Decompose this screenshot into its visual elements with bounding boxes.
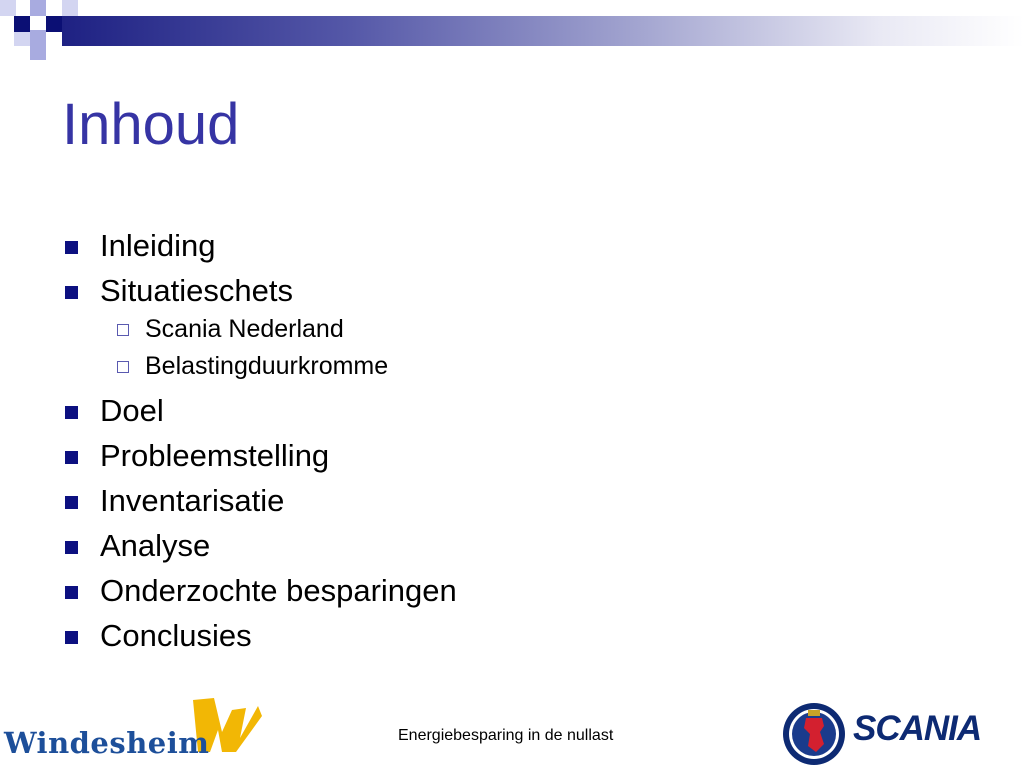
hollow-square-bullet-icon [117, 324, 129, 336]
header-gradient-bar [62, 16, 1024, 46]
list-item-label: Onderzochte besparingen [100, 573, 457, 608]
sub-list-item-label: Scania Nederland [145, 315, 344, 343]
list-item-label: Situatieschets [100, 273, 293, 308]
list-item-label: Conclusies [100, 618, 252, 653]
header-square [14, 32, 30, 46]
filled-square-bullet-icon [65, 406, 78, 419]
header-square [46, 16, 62, 32]
hollow-square-bullet-icon [117, 361, 129, 373]
windesheim-logo [0, 694, 265, 768]
windesheim-wordmark: Windesheim [4, 726, 210, 760]
filled-square-bullet-icon [65, 241, 78, 254]
slide-footer: Energiebesparing in de nullast [398, 727, 614, 744]
list-item-label: Probleemstelling [100, 438, 330, 473]
header-square [30, 30, 46, 46]
filled-square-bullet-icon [65, 496, 78, 509]
filled-square-bullet-icon [65, 541, 78, 554]
list-item-label: Analyse [100, 528, 211, 563]
header-square [30, 0, 46, 16]
scania-wordmark: SCANIA [853, 709, 982, 748]
scania-logo [780, 700, 1024, 768]
list-item-label: Doel [100, 393, 164, 428]
header-square [62, 0, 78, 16]
filled-square-bullet-icon [65, 286, 78, 299]
filled-square-bullet-icon [65, 451, 78, 464]
header-square [14, 16, 30, 32]
sub-list-item-label: Belastingduurkromme [145, 352, 389, 380]
list-item-label: Inventarisatie [100, 483, 285, 518]
header-square [30, 46, 46, 60]
filled-square-bullet-icon [65, 586, 78, 599]
scania-griffin-emblem-icon [780, 700, 850, 768]
slide-title: Inhoud [62, 92, 240, 157]
list-item-label: Inleiding [100, 228, 216, 263]
header-square [0, 0, 16, 16]
filled-square-bullet-icon [65, 631, 78, 644]
